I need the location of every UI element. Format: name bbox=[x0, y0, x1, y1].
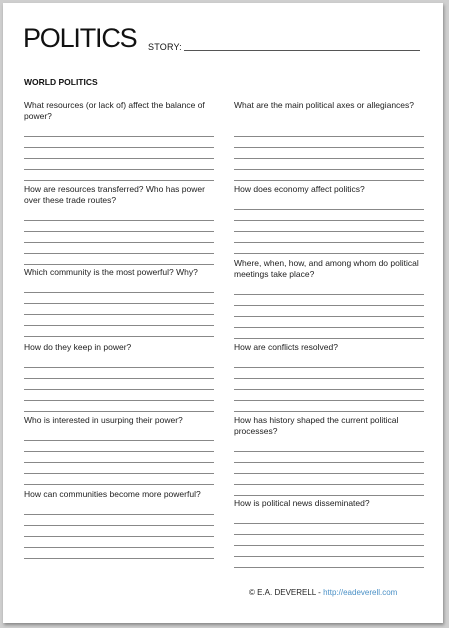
answer-line bbox=[24, 170, 214, 181]
website-link[interactable]: http://eadeverell.com bbox=[323, 588, 398, 597]
worksheet-page bbox=[3, 3, 443, 623]
answer-line bbox=[234, 126, 424, 137]
answer-line bbox=[24, 474, 214, 485]
answer-line bbox=[24, 232, 214, 243]
answer-line bbox=[24, 159, 214, 170]
answer-line bbox=[234, 513, 424, 524]
question-text: How has history shaped the current political processes? bbox=[234, 415, 399, 436]
answer-lines bbox=[234, 284, 424, 339]
question-block bbox=[234, 258, 424, 339]
answer-line bbox=[24, 221, 214, 232]
question-text: What are the main political axes or allegiances? bbox=[234, 100, 415, 110]
answer-line bbox=[234, 546, 424, 557]
answer-line bbox=[234, 463, 424, 474]
answer-line bbox=[234, 357, 424, 368]
answer-line bbox=[24, 537, 214, 548]
answer-line bbox=[24, 304, 214, 315]
question-block bbox=[24, 489, 214, 559]
question-block bbox=[234, 415, 424, 496]
answer-line bbox=[24, 504, 214, 515]
answer-line bbox=[234, 159, 424, 170]
answer-line bbox=[234, 232, 424, 243]
question-block bbox=[24, 100, 214, 181]
answer-line bbox=[234, 441, 424, 452]
answer-lines bbox=[234, 357, 424, 412]
question-text: How can communities become more powerful? bbox=[24, 489, 201, 499]
answer-line bbox=[234, 524, 424, 535]
question-block bbox=[234, 342, 424, 412]
answer-line bbox=[24, 401, 214, 412]
copyright-text: © E.A. DEVERELL - bbox=[249, 588, 324, 597]
answer-line bbox=[24, 357, 214, 368]
question-block bbox=[24, 342, 214, 412]
page-title: POLITICS bbox=[23, 23, 137, 53]
answer-line bbox=[24, 452, 214, 463]
answer-line bbox=[234, 306, 424, 317]
answer-line bbox=[234, 199, 424, 210]
question-text: How is political news disseminated? bbox=[234, 498, 370, 508]
answer-line bbox=[24, 515, 214, 526]
answer-line bbox=[24, 441, 214, 452]
answer-lines bbox=[234, 199, 424, 254]
answer-line bbox=[24, 210, 214, 221]
answer-lines bbox=[234, 441, 424, 496]
question-text: How does economy affect politics? bbox=[234, 184, 365, 194]
story-field-line bbox=[184, 50, 420, 51]
answer-line bbox=[24, 379, 214, 390]
answer-line bbox=[234, 474, 424, 485]
answer-line bbox=[24, 390, 214, 401]
question-text: How are resources transferred? Who has power over these trade routes? bbox=[24, 184, 205, 205]
question-block bbox=[24, 267, 214, 337]
answer-line bbox=[24, 282, 214, 293]
answer-line bbox=[24, 137, 214, 148]
answer-line bbox=[24, 548, 214, 559]
answer-line bbox=[234, 221, 424, 232]
question-text: How are conflicts resolved? bbox=[234, 342, 338, 352]
answer-line bbox=[234, 535, 424, 546]
answer-line bbox=[24, 293, 214, 304]
answer-line bbox=[234, 148, 424, 159]
answer-line bbox=[234, 485, 424, 496]
answer-lines bbox=[234, 513, 424, 568]
question-block bbox=[234, 100, 424, 181]
answer-lines bbox=[24, 504, 214, 559]
answer-line bbox=[24, 315, 214, 326]
question-block bbox=[24, 184, 214, 265]
footer bbox=[249, 588, 397, 597]
question-text: How do they keep in power? bbox=[24, 342, 132, 352]
answer-line bbox=[24, 463, 214, 474]
answer-line bbox=[234, 368, 424, 379]
answer-line bbox=[24, 243, 214, 254]
story-label: STORY: bbox=[148, 42, 182, 52]
answer-line bbox=[234, 379, 424, 390]
question-block bbox=[24, 415, 214, 485]
answer-line bbox=[234, 328, 424, 339]
answer-line bbox=[24, 148, 214, 159]
answer-line bbox=[24, 430, 214, 441]
answer-line bbox=[234, 284, 424, 295]
answer-lines bbox=[24, 126, 214, 181]
answer-line bbox=[24, 126, 214, 137]
answer-line bbox=[234, 390, 424, 401]
question-text: What resources (or lack of) affect the balance of power? bbox=[24, 100, 205, 121]
answer-line bbox=[24, 526, 214, 537]
question-text: Which community is the most powerful? Why? bbox=[24, 267, 198, 277]
answer-line bbox=[234, 170, 424, 181]
answer-line bbox=[234, 557, 424, 568]
answer-line bbox=[234, 295, 424, 306]
answer-lines bbox=[234, 126, 424, 181]
answer-lines bbox=[24, 357, 214, 412]
answer-line bbox=[234, 243, 424, 254]
question-text: Who is interested in usurping their power? bbox=[24, 415, 183, 425]
question-block bbox=[234, 184, 424, 254]
question-block bbox=[234, 498, 424, 568]
answer-line bbox=[24, 254, 214, 265]
answer-line bbox=[234, 137, 424, 148]
answer-line bbox=[24, 326, 214, 337]
answer-lines bbox=[24, 210, 214, 265]
answer-line bbox=[234, 317, 424, 328]
answer-lines bbox=[24, 430, 214, 485]
question-text: Where, when, how, and among whom do political meetings take place? bbox=[234, 258, 419, 279]
answer-line bbox=[234, 210, 424, 221]
answer-line bbox=[234, 401, 424, 412]
section-title: WORLD POLITICS bbox=[24, 77, 98, 87]
answer-line bbox=[24, 368, 214, 379]
answer-line bbox=[234, 452, 424, 463]
answer-lines bbox=[24, 282, 214, 337]
